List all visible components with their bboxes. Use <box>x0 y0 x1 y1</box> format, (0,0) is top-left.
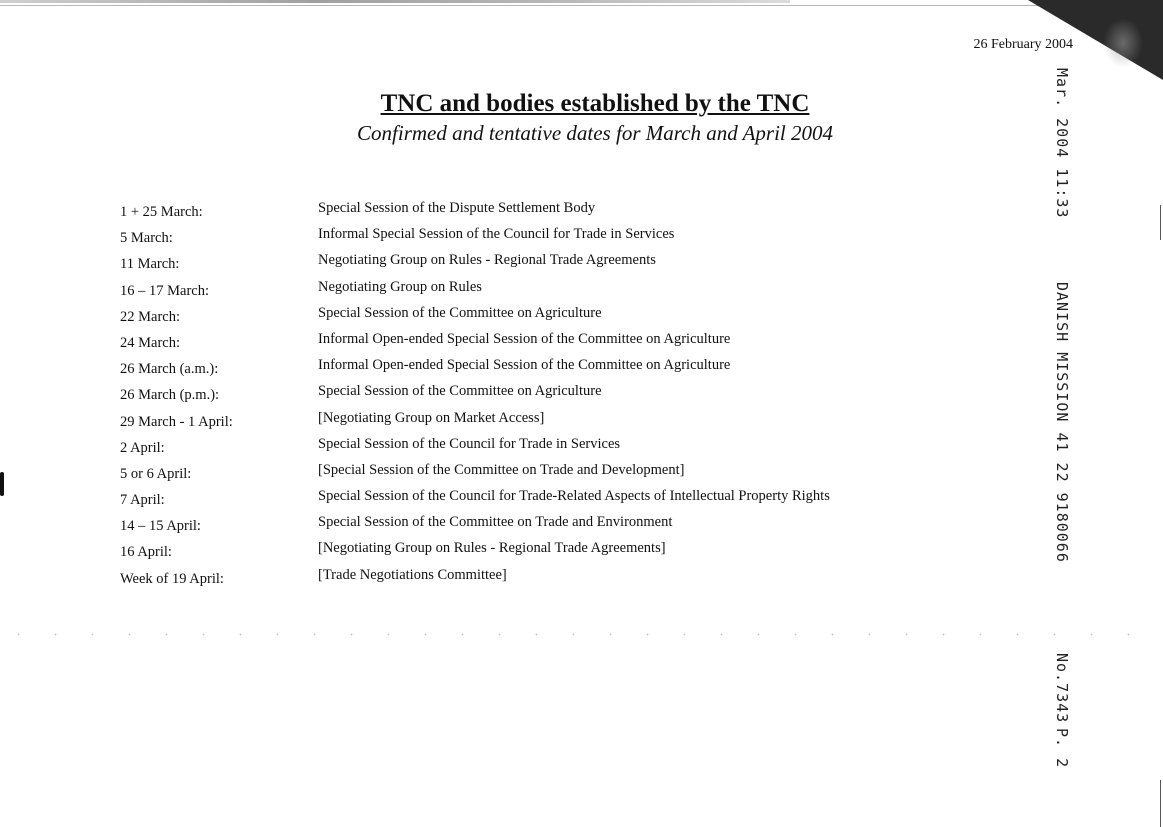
schedule-row <box>120 328 900 354</box>
scan-artifact-top <box>0 0 790 3</box>
meeting-body: Special Session of the Council for Trade in Services <box>318 435 621 452</box>
schedule-row <box>120 197 900 223</box>
meeting-date: 16 April: <box>120 544 172 561</box>
schedule-row <box>120 276 900 302</box>
document-title: TNC and bodies established by the TNC <box>380 90 810 117</box>
meeting-body: [Trade Negotiations Committee] <box>318 566 507 583</box>
folded-corner-shade <box>1103 18 1143 68</box>
meeting-date: 24 March: <box>120 334 180 351</box>
meeting-date: 7 April: <box>120 492 165 509</box>
schedule-row <box>120 485 900 511</box>
meeting-date: 5 March: <box>120 230 173 247</box>
schedule-row <box>120 380 900 406</box>
meeting-date: 26 March (a.m.): <box>120 361 219 378</box>
meeting-body: Informal Open-ended Special Session of the Committee on Agriculture <box>318 330 731 347</box>
fax-page: P. 2 <box>1053 728 1071 769</box>
meeting-body: Special Session of the Committee on Agriculture <box>318 304 602 321</box>
meeting-date: 5 or 6 April: <box>120 465 192 482</box>
meeting-body: Special Session of the Committee on Agriculture <box>318 383 602 400</box>
fax-sender: DANISH MISSION 41 22 9180066 <box>1053 282 1071 563</box>
meeting-date: 1 + 25 March: <box>120 204 203 220</box>
scan-edge-mark <box>1160 780 1161 827</box>
scan-edge-mark <box>0 472 4 496</box>
meeting-date: 11 March: <box>120 256 180 273</box>
meeting-body: Informal Open-ended Special Session of the Committee on Agriculture <box>318 357 731 374</box>
schedule-row <box>120 564 900 590</box>
meeting-date: 26 March (p.m.): <box>120 387 220 404</box>
meeting-body: Negotiating Group on Rules - Regional Trade Agreements <box>318 252 656 269</box>
meeting-date: 2 April: <box>120 439 165 456</box>
meeting-body: [Negotiating Group on Market Access] <box>318 409 545 426</box>
meeting-date: 22 March: <box>120 308 180 325</box>
meeting-date: 14 – 15 April: <box>120 518 201 535</box>
meeting-body: Special Session of the Council for Trade-Related Aspects of Intellectual Property Rights <box>318 488 830 505</box>
scan-noise <box>0 630 1130 642</box>
meeting-body: Informal Special Session of the Council for Trade in Services <box>318 226 675 243</box>
schedule-row <box>120 223 900 249</box>
meeting-date: Week of 19 April: <box>120 570 224 587</box>
meeting-body: [Special Session of the Committee on Trade and Development] <box>318 461 685 478</box>
meeting-body: Special Session of the Committee on Trade and Environment <box>318 514 673 531</box>
document-subtitle: Confirmed and tentative dates for March and April 2004 <box>357 121 833 145</box>
meeting-date: 29 March - 1 April: <box>120 413 233 430</box>
schedule-row <box>120 354 900 380</box>
schedule-row <box>120 302 900 328</box>
schedule-row <box>120 433 900 459</box>
document-header <box>290 88 900 146</box>
meeting-date: 16 – 17 March: <box>120 282 209 299</box>
schedule-row <box>120 407 900 433</box>
meeting-body: Negotiating Group on Rules <box>318 278 482 295</box>
schedule-row <box>120 537 900 563</box>
schedule-row <box>120 249 900 275</box>
meeting-body: [Negotiating Group on Rules - Regional Trade Agreements] <box>318 540 666 557</box>
document-date: 26 February 2004 <box>973 37 1073 52</box>
fax-number: No.7343 <box>1053 653 1071 724</box>
scan-edge-mark <box>1160 205 1161 240</box>
meeting-schedule <box>120 197 900 590</box>
scan-artifact-line <box>0 5 1040 6</box>
schedule-row <box>120 511 900 537</box>
meeting-body: Special Session of the Dispute Settlement Body <box>318 200 596 216</box>
schedule-row <box>120 459 900 485</box>
fax-transmission-header <box>1049 60 1071 780</box>
fax-timestamp: Mar. 2004 11:33 <box>1053 68 1071 219</box>
